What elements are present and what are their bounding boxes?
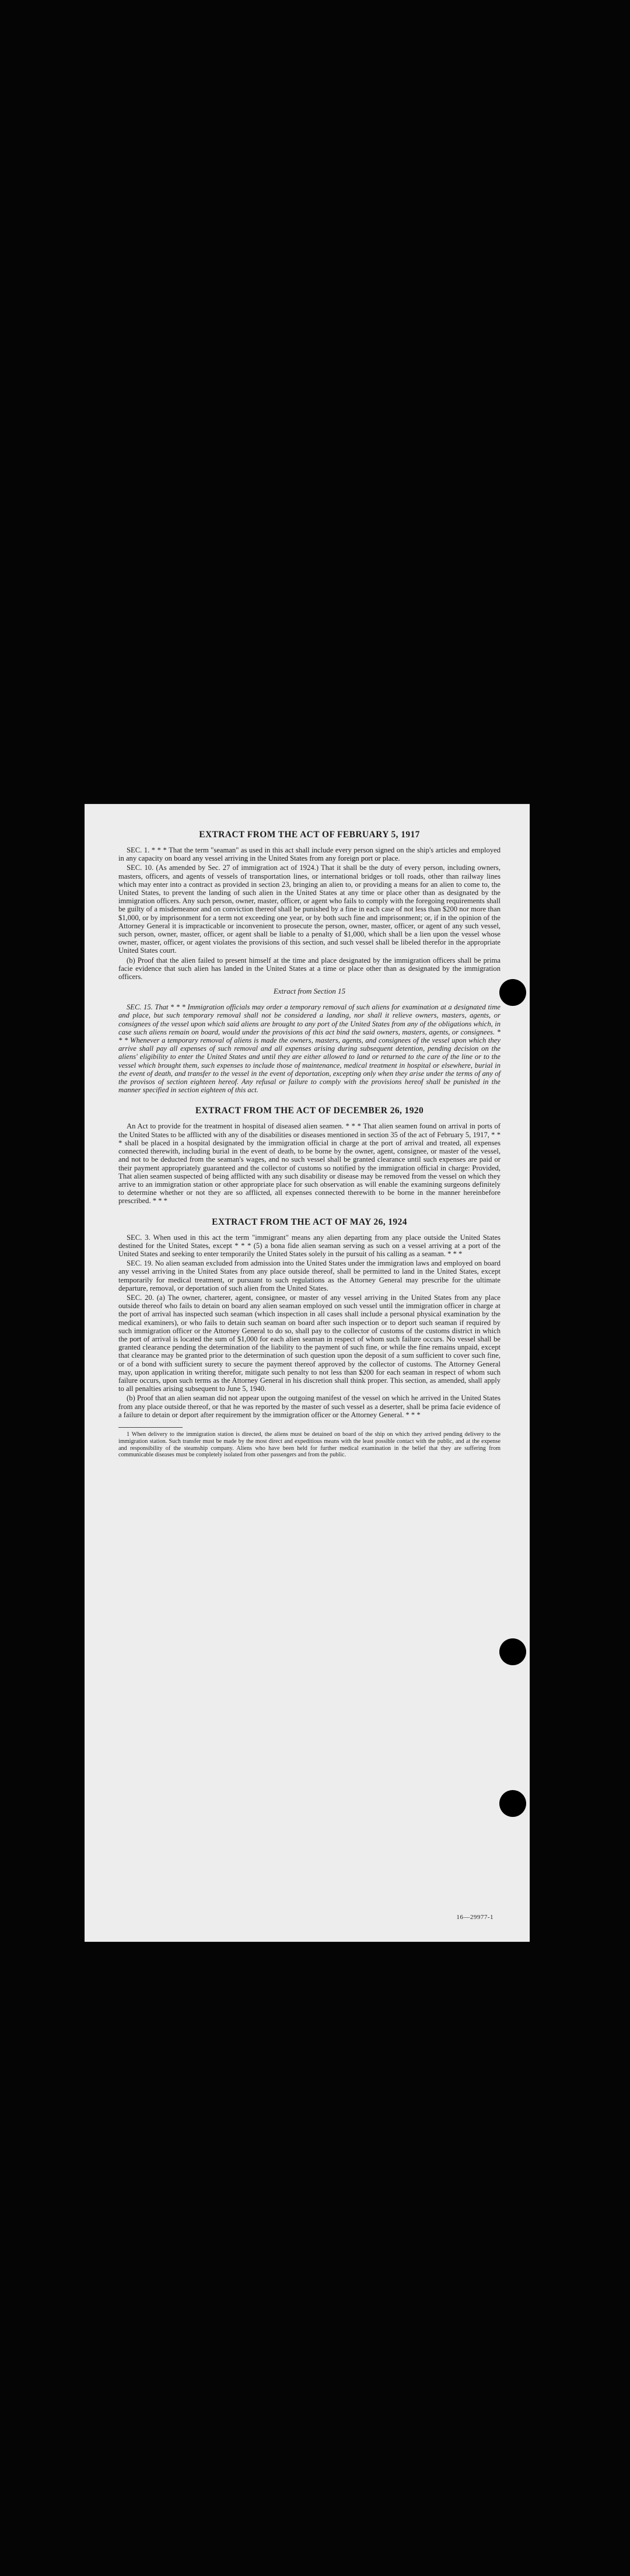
- paragraph: SEC. 19. No alien seaman excluded from admission into the United States under the immigration laws and employed on board any vessel arriving in the United States from any place outside thereof, shall be permitted to land in the United States, except temporarily for medical treatment, or pursuant to such regulations as the Attorney General may prescribe for the ultimate departure, removal, or deportation of such alien from the United States.: [118, 1259, 501, 1292]
- footnote: 1 When delivery to the immigration station is directed, the aliens must be detained on board of the ship on which they arrived pending delivery to the immigration station. Such transfer must be made by the most direct and expeditious means with the least possible contact with the public, and at the expense and responsibility of the steamship company. Aliens who have been held for further medical examination in the belief that they are suffering from communicable diseases must be completely isolated from other passengers and from the public.: [118, 1431, 501, 1459]
- paragraph: An Act to provide for the treatment in hospital of diseased alien seamen. * * * That alien seamen found on arrival in ports of the United States to be afflicted with any of the disabilities or diseases mentioned in section 35 of the act of February 5, 1917, * * * shall be placed in a hospital designated by the immigration official in charge at the port of arrival and treated, all expenses connected therewith, including burial in the event of death, to be borne by the owner, agent, consignee, or master of the vessel, and not to be deducted from the seaman's wages, and no such vessel shall be granted clearance until such expenses are paid or their payment appropriately guaranteed and the collector of customs so notified by the immigration official in charge: Provided, That alien seamen suspected of being afflicted with any such disability or disease may be removed from the vessel on which they arrive to an immigration station or other appropriate place for such observation as will enable the examining surgeons definitely to determine whether or not they are so afflicted, all expenses connected therewith to be borne in the manner hereinbefore prescribed. * * *: [118, 1122, 501, 1205]
- document-page: [85, 804, 530, 1942]
- paragraph: SEC. 20. (a) The owner, charterer, agent, consignee, or master of any vessel arriving in the United States from any place outside thereof who fails to detain on board any alien seaman employed on such vessel until the immigration officer in charge at the port of arrival has inspected such seaman (which inspection in all cases shall include a personal physical examination by the medical examiners), or who fails to detain such seaman on board after such inspection or to deport such seaman if required by such immigration officer or the Attorney General to do so, shall pay to the collector of customs of the customs district in which the port of arrival is located the sum of $1,000 for each alien seaman in respect of whom such failure occurs. No vessel shall be granted clearance pending the determination of the liability to the payment of such fine, or while the fine remains unpaid, except that clearance may be granted prior to the determination of such question upon the deposit of a sum sufficient to cover such fine, or of a bond with sufficient surety to secure the payment thereof approved by the collector of customs. The Attorney General may, upon application in writing therefor, mitigate such penalty to not less than $200 for each seaman in respect of whom such failure occurs, upon such terms as the Attorney General in his discretion shall think proper. This section, as amended, shall apply to all penalties arising subsequent to June 5, 1940.: [118, 1293, 501, 1393]
- paragraph: SEC. 1. * * * That the term "seaman" as used in this act shall include every person signed on the ship's articles and employed in any capacity on board any vessel arriving in the United States from any foreign port or place.: [118, 846, 501, 863]
- paragraph: SEC. 3. When used in this act the term "immigrant" means any alien departing from any place outside the United States destined for the United States, except * * * (5) a bona fide alien seaman serving as such on a vessel arriving at a port of the United States and seeking to enter temporarily the United States solely in the pursuit of his calling as a seaman. * * *: [118, 1233, 501, 1258]
- paragraph: (b) Proof that the alien failed to present himself at the time and place designated by the immigration officers shall be prima facie evidence that such alien has landed in the United States at a time or place other than as designated by the immigration officers.: [118, 956, 501, 981]
- paragraph: SEC. 10. (As amended by Sec. 27 of immigration act of 1924.) That it shall be the duty of every person, including owners, masters, officers, and agents of vessels of transportation lines, or international bridges or toll roads, other than railway lines which may enter into a contract as provided in section 23, bringing an alien to, or providing a means for an alien to come to, the United States, to prevent the landing of such alien in the United States at any time or place other than as designated by the immigration officers. Any such person, owner, master, officer, or agent who fails to comply with the foregoing requirements shall be guilty of a misdemeanor and on conviction thereof shall be punished by a fine in each case of not less than $200 nor more than $1,000, or by imprisonment for a term not exceeding one year, or by both such fine and imprisonment; or, if in the opinion of the Attorney General it is impracticable or inconvenient to prosecute the person, owner, master, officer, or agent of any such vessel, such person, owner, master, officer, or agent shall be liable to a penalty of $1,000, which shall be a lien upon the vessel whose owner, master, officer, or agent violates the provisions of this section, and such vessel shall be libeled therefor in the appropriate United States court.: [118, 864, 501, 955]
- section-heading: EXTRACT FROM THE ACT OF DECEMBER 26, 1920: [195, 1106, 424, 1116]
- section-subheading: Extract from Section 15: [273, 987, 346, 996]
- paragraph: SEC. 15. That * * * Immigration officials may order a temporary removal of such aliens for examination at a designated time and place, but such temporary removal shall not be considered a landing, nor shall it relieve owners, masters, agents, or consignees of the vessel upon which said aliens are brought to any port of the United States from any of the obligations which, in case such aliens remain on board, would under the provisions of this act bind the said owners, masters, agents, or consignees. * * * Whenever a temporary removal of aliens is made the owners, masters, agents, and consignees of the vessel upon which they arrive shall pay all expenses of such removal and all expenses arising during subsequent detention, pending decision on the aliens' eligibility to enter the United States and until they are either allowed to land or returned to the care of the line or to the vessel which brought them, such expenses to include those of maintenance, medical treatment in hospital or elsewhere, burial in the event of death, and transfer to the vessel in the event of deportation, excepting only when they arise under the terms of any of the provisos of section eighteen hereof. Any refusal or failure to comply with the provisions hereof shall be punished in the manner specified in section eighteen of this act.: [118, 1003, 501, 1095]
- punch-hole-top: [499, 979, 526, 1006]
- form-number: 16—29977-1: [456, 1914, 494, 1921]
- footnote-divider: [118, 1427, 183, 1428]
- section-act-1920: [118, 1106, 501, 1205]
- section-act-1917: [118, 830, 501, 981]
- punch-hole-bottom: [499, 1790, 526, 1817]
- section-extract-15: [118, 987, 501, 1094]
- punch-hole-middle: [499, 1638, 526, 1665]
- section-heading: EXTRACT FROM THE ACT OF FEBRUARY 5, 1917: [199, 830, 420, 840]
- section-act-1924: [118, 1217, 501, 1419]
- paragraph: (b) Proof that an alien seaman did not appear upon the outgoing manifest of the vessel on which he arrived in the United States from any place outside thereof, or that he was reported by the master of such vessel as a deserter, shall be prima facie evidence of a failure to detain or deport after requirement by the immigration officer or the Attorney General. * * *: [118, 1394, 501, 1419]
- section-heading: EXTRACT FROM THE ACT OF MAY 26, 1924: [212, 1217, 407, 1227]
